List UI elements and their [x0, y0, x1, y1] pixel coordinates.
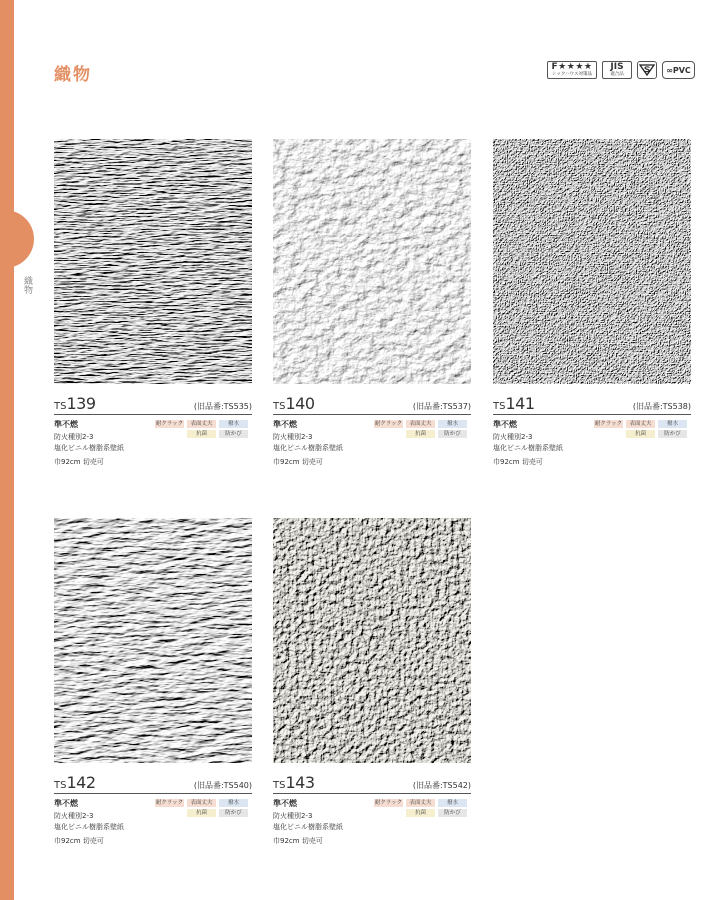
- product-code: [273, 394, 315, 413]
- code-row: [54, 775, 252, 794]
- old-code: (旧品番:TS535): [193, 402, 252, 411]
- badge-antibacterial: 抗菌: [406, 809, 435, 817]
- roll-width: 巾92cm 切売可: [273, 458, 323, 466]
- badge-crack-resistant: 耐クラック: [374, 421, 403, 427]
- product-code: [493, 394, 535, 413]
- badge-mold-resistant: 防かび: [438, 430, 467, 438]
- texture-sample: [273, 139, 471, 384]
- badge-mold-resistant: 防かび: [219, 430, 248, 438]
- f-star-mark: F★★★★: [551, 61, 593, 72]
- badge-durable-surface: 表面丈夫: [406, 420, 435, 428]
- fire-class: 防火種別2-3: [273, 433, 313, 441]
- product-code: [54, 773, 96, 792]
- badge-water-repellent: 撥水: [658, 420, 687, 428]
- left-accent-bar: [0, 0, 14, 900]
- section-side-label: 織物: [22, 276, 32, 294]
- s-mark-logo: [637, 61, 657, 79]
- code-number: 143: [285, 773, 315, 792]
- fire-grade: 準不燃: [54, 420, 78, 429]
- old-code: (旧品番:TS542): [412, 781, 471, 790]
- badge-water-repellent: 撥水: [219, 420, 248, 428]
- fire-class: 防火種別2-3: [54, 433, 94, 441]
- material-type: 塩化ビニル樹脂系壁紙: [493, 444, 563, 452]
- badge-crack-resistant: 耐クラック: [155, 421, 184, 427]
- code-prefix: TS: [493, 401, 506, 412]
- roll-width: 巾92cm 切売可: [493, 458, 543, 466]
- fire-grade: 準不燃: [273, 420, 297, 429]
- code-row: [54, 396, 252, 415]
- texture-sample: [54, 139, 252, 384]
- badge-durable-surface: 表面丈夫: [187, 420, 216, 428]
- fire-class: 防火種別2-3: [493, 433, 533, 441]
- fire-grade: 準不燃: [273, 799, 297, 808]
- code-row: [273, 775, 471, 794]
- fire-class: 防火種別2-3: [54, 812, 94, 820]
- badge-crack-resistant: 耐クラック: [594, 421, 623, 427]
- code-row: [273, 396, 471, 415]
- badge-crack-resistant: 耐クラック: [374, 800, 403, 806]
- code-number: 142: [66, 773, 96, 792]
- old-code: (旧品番:TS538): [632, 402, 691, 411]
- product-code: [54, 394, 96, 413]
- code-row: [493, 396, 691, 415]
- texture-sample: [54, 518, 252, 763]
- code-prefix: TS: [54, 401, 67, 412]
- product-code: [273, 773, 315, 792]
- material-type: 塩化ビニル樹脂系壁紙: [54, 823, 124, 831]
- roll-width: 巾92cm 切売可: [54, 458, 104, 466]
- f-star-caption: シックハウス対策品: [551, 71, 592, 77]
- badge-water-repellent: 撥水: [219, 799, 248, 807]
- badge-water-repellent: 撥水: [438, 799, 467, 807]
- texture-sample: [273, 518, 471, 763]
- jis-logo: [602, 61, 632, 79]
- badge-mold-resistant: 防かび: [438, 809, 467, 817]
- material-type: 塩化ビニル樹脂系壁紙: [273, 823, 343, 831]
- f-star-logo: [547, 61, 597, 79]
- code-number: 141: [505, 394, 535, 413]
- badge-mold-resistant: 防かび: [219, 809, 248, 817]
- old-code: (旧品番:TS540): [193, 781, 252, 790]
- section-tab: [0, 210, 34, 268]
- page-title: 織物: [54, 65, 92, 85]
- badge-durable-surface: 表面丈夫: [406, 799, 435, 807]
- code-prefix: TS: [54, 780, 67, 791]
- badge-antibacterial: 抗菌: [406, 430, 435, 438]
- code-prefix: TS: [273, 401, 286, 412]
- badge-antibacterial: 抗菌: [626, 430, 655, 438]
- badge-durable-surface: 表面丈夫: [626, 420, 655, 428]
- badge-antibacterial: 抗菌: [187, 809, 216, 817]
- badge-water-repellent: 撥水: [438, 420, 467, 428]
- jis-mark: JIS: [610, 61, 624, 72]
- fire-grade: 準不燃: [54, 799, 78, 808]
- s-mark-icon: [639, 63, 655, 77]
- jis-caption: 適合品: [610, 71, 624, 77]
- fire-grade: 準不燃: [493, 420, 517, 429]
- code-number: 139: [66, 394, 96, 413]
- roll-width: 巾92cm 切売可: [54, 837, 104, 845]
- code-number: 140: [285, 394, 315, 413]
- material-type: 塩化ビニル樹脂系壁紙: [273, 444, 343, 452]
- old-code: (旧品番:TS537): [412, 402, 471, 411]
- fire-class: 防火種別2-3: [273, 812, 313, 820]
- texture-sample: [493, 139, 691, 384]
- certification-logos: [547, 61, 695, 83]
- badge-mold-resistant: 防かび: [658, 430, 687, 438]
- roll-width: 巾92cm 切売可: [273, 837, 323, 845]
- badge-crack-resistant: 耐クラック: [155, 800, 184, 806]
- badge-durable-surface: 表面丈夫: [187, 799, 216, 807]
- badge-antibacterial: 抗菌: [187, 430, 216, 438]
- pvc-logo: ∞PVC: [662, 61, 695, 79]
- material-type: 塩化ビニル樹脂系壁紙: [54, 444, 124, 452]
- code-prefix: TS: [273, 780, 286, 791]
